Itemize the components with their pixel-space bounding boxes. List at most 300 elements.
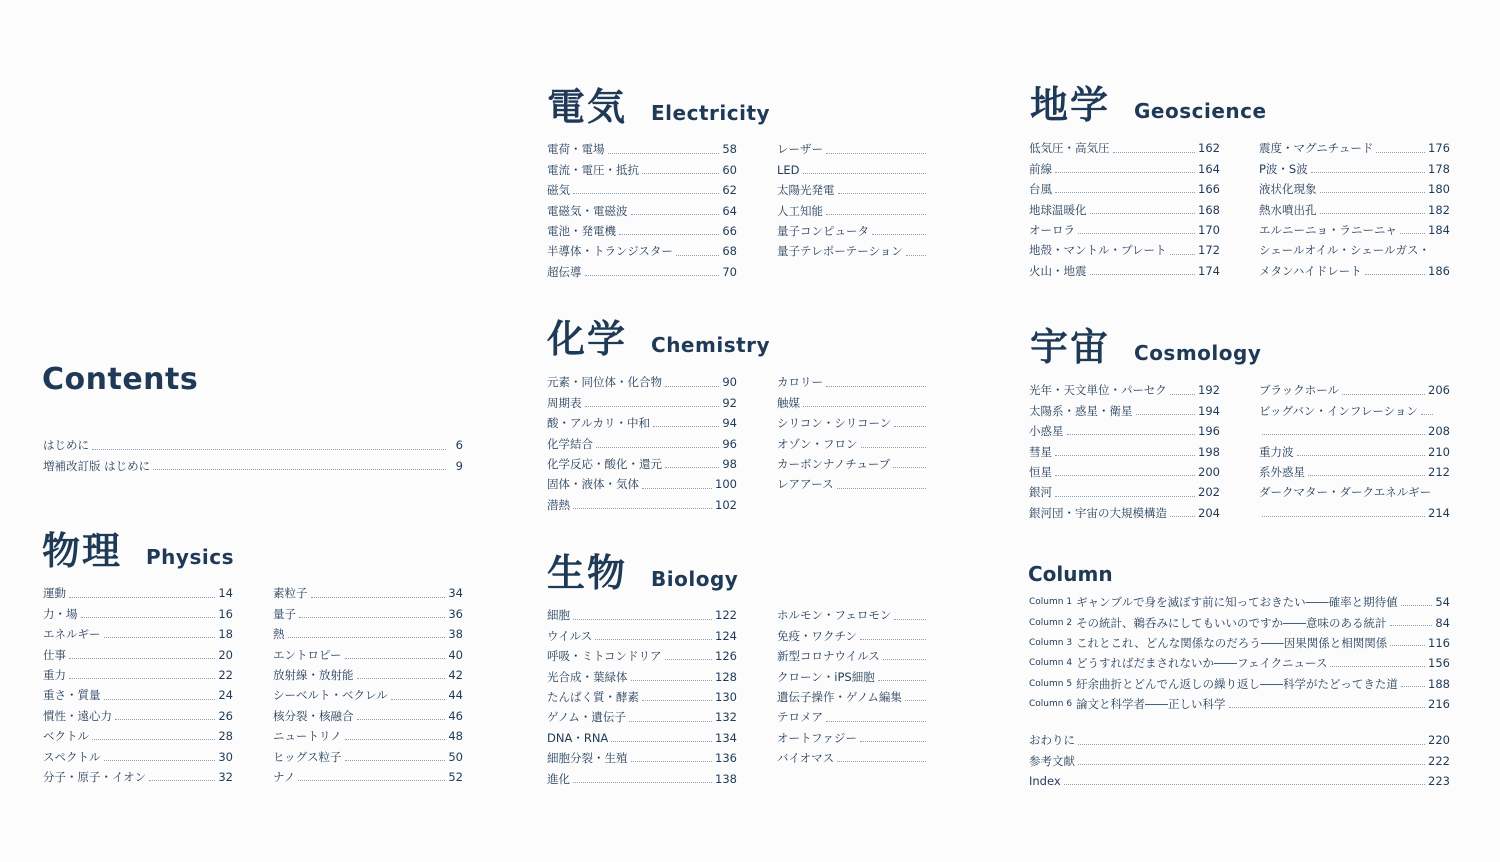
toc-entry-label: メタンハイドレート [1259, 263, 1362, 278]
toc-entry [1029, 751, 1450, 771]
toc-entry-page: 138 [715, 771, 737, 786]
dot-leader [1113, 152, 1196, 153]
dot-leader [803, 406, 926, 407]
toc-entry-label: Index [1029, 774, 1061, 789]
dot-leader [1170, 394, 1195, 395]
toc-entry-label: 呼吸・ミトコンドリア [547, 649, 662, 664]
toc-entry-label: はじめに [43, 438, 89, 453]
toc-entry-page: 100 [715, 477, 737, 492]
dot-leader [1170, 516, 1195, 517]
dot-leader [104, 760, 216, 761]
toc-entry-label: オーロラ [1029, 223, 1075, 237]
dot-leader [611, 741, 712, 742]
toc-entry-page: 18 [218, 627, 233, 642]
toc-entry-page: 62 [722, 183, 737, 198]
toc-entry [777, 455, 943, 475]
toc-entry [547, 242, 737, 262]
dot-leader [1297, 455, 1426, 456]
toc-entry-label: 低気圧・高気圧 [1029, 141, 1110, 156]
section-heading-chemistry [547, 308, 770, 363]
toc-entry [1029, 731, 1450, 751]
toc-entry [547, 393, 737, 413]
column-list [1029, 592, 1450, 714]
dot-leader [288, 637, 446, 638]
toc-entry [1259, 221, 1450, 241]
toc-entry-page: 202 [1198, 485, 1220, 500]
section-heading-cosmology [1030, 316, 1261, 371]
toc-entry-page: 102 [715, 497, 737, 512]
intro-list [43, 436, 463, 477]
column-number: Column 3 [1029, 637, 1073, 648]
column-entry [1029, 694, 1450, 714]
toc-entry-page: 92 [722, 395, 737, 410]
dot-leader [115, 719, 215, 720]
dot-leader [595, 639, 712, 640]
toc-entry [547, 434, 737, 454]
toc-entry-page: 164 [1198, 161, 1220, 176]
column-entry-page: 188 [1428, 676, 1450, 691]
toc-entry [1259, 463, 1450, 483]
dot-leader [585, 406, 720, 407]
toc-entry [777, 434, 943, 454]
toc-entry [273, 686, 463, 706]
dot-leader [573, 782, 712, 783]
dot-leader [345, 739, 446, 740]
toc-entry [547, 262, 737, 282]
dot-leader [573, 619, 712, 620]
column-entry-label: 論文と科学者――正しい科学 [1076, 697, 1226, 712]
dot-leader [1390, 625, 1433, 626]
toc-entry-page: 48 [448, 729, 463, 744]
toc-entry-label: 台風 [1029, 182, 1052, 197]
toc-entry-label: エルニーニョ・ラニーニャ [1259, 223, 1397, 237]
column-entry [1029, 592, 1450, 612]
dot-leader [665, 659, 713, 660]
dot-leader [1262, 434, 1425, 435]
toc-entry-label: 銀河 [1029, 485, 1052, 500]
back-matter-list [1029, 731, 1450, 792]
toc-entry [777, 728, 943, 748]
toc-entry-page: 214 [1428, 505, 1450, 520]
toc-entry-page: 132 [715, 710, 737, 725]
dot-leader [860, 639, 926, 640]
toc-entry-page: 94 [722, 416, 737, 431]
dot-leader [1090, 274, 1196, 275]
cosmology-list-left [1029, 381, 1220, 524]
section-title-jp: 化学 [547, 317, 628, 361]
toc-entry-page: 166 [1198, 182, 1220, 197]
column-number: Column 2 [1029, 617, 1073, 628]
toc-entry [1029, 221, 1220, 241]
toc-entry [777, 626, 943, 646]
toc-entry-label: 量子コンピュータ [777, 224, 869, 238]
toc-entry [43, 645, 233, 665]
toc-entry-label: 光合成・葉緑体 [547, 669, 628, 684]
dot-leader [665, 467, 719, 468]
toc-entry-label: P波・S波 [1259, 161, 1308, 176]
toc-entry-label: ダークマター・ダークエネルギー [1259, 485, 1432, 500]
chemistry-list-left [547, 373, 737, 516]
toc-entry [273, 747, 463, 767]
electricity-list-left [547, 140, 737, 283]
toc-entry-label: 細胞分裂・生殖 [547, 751, 628, 766]
toc-entry-page: 26 [218, 708, 233, 723]
physics-list-right [273, 584, 463, 788]
dot-leader [629, 721, 712, 722]
dot-leader [345, 760, 446, 761]
dot-leader [653, 426, 719, 427]
toc-entry [547, 769, 737, 789]
column-entry [1029, 612, 1450, 632]
dot-leader [1400, 233, 1425, 234]
toc-entry [777, 222, 943, 242]
toc-entry-page: 46 [448, 708, 463, 723]
toc-entry-page: 136 [715, 751, 737, 766]
dot-leader [357, 678, 446, 679]
dot-leader [905, 700, 926, 701]
toc-entry-page: 198 [1198, 444, 1220, 459]
toc-entry-label: エントロピー [273, 647, 342, 662]
toc-entry-label: 新型コロナウイルス [777, 649, 880, 664]
toc-entry [777, 393, 943, 413]
toc-entry-page: 32 [218, 769, 233, 784]
toc-entry-label: 進化 [547, 771, 570, 786]
dot-leader [69, 678, 215, 679]
toc-entry [43, 456, 463, 476]
section-title-jp: 電気 [547, 85, 628, 129]
toc-entry-label: ベクトル [43, 729, 89, 744]
toc-entry-label: バイオマス [777, 751, 835, 766]
dot-leader [391, 699, 446, 700]
toc-entry [547, 606, 737, 626]
toc-entry [777, 373, 943, 393]
toc-entry-page: 124 [715, 628, 737, 643]
column-entry-page: 156 [1428, 656, 1450, 671]
dot-leader [1170, 254, 1196, 255]
toc-entry-page: 98 [722, 457, 737, 471]
dot-leader [1262, 516, 1425, 517]
toc-entry-label: 重さ・質量 [43, 688, 101, 703]
toc-entry-page: 210 [1428, 444, 1450, 459]
dot-leader [1421, 414, 1433, 415]
dot-leader [631, 761, 713, 762]
toc-entry-label: ゲノム・遺伝子 [547, 710, 626, 725]
toc-entry-label: 放射線・放射能 [273, 668, 354, 682]
toc-entry-label: 液状化現象 [1259, 182, 1317, 197]
toc-entry-label: 触媒 [777, 395, 800, 410]
toc-entry [547, 160, 737, 180]
toc-entry [777, 160, 943, 180]
column-entry-label: その統計、鵜呑みにしてもいいのですか――意味のある統計 [1076, 615, 1387, 630]
toc-entry [547, 140, 737, 160]
toc-entry [43, 584, 233, 604]
toc-entry [547, 181, 737, 201]
dot-leader [826, 721, 926, 722]
toc-entry-label: 地球温暖化 [1029, 202, 1087, 217]
toc-entry-label: たんぱく質・酵素 [547, 690, 639, 704]
column-entry-label: どうすればだまされないか――フェイクニュース [1076, 656, 1328, 671]
dot-leader [642, 173, 719, 174]
toc-entry-page: 176 [1428, 141, 1450, 156]
toc-entry-label: 電池・発電機 [547, 224, 616, 238]
toc-entry [1029, 422, 1220, 442]
dot-leader [1055, 475, 1195, 476]
electricity-list-right [777, 140, 943, 262]
dot-leader [838, 193, 927, 194]
toc-entry-page: 50 [448, 749, 463, 764]
toc-entry-label: 電荷・電場 [547, 142, 605, 157]
dot-leader [803, 173, 926, 174]
dot-leader [665, 386, 719, 387]
toc-entry [1259, 503, 1450, 523]
dot-leader [861, 447, 927, 448]
toc-entry-page: 42 [448, 668, 463, 682]
toc-entry [547, 728, 737, 748]
toc-entry-page: 70 [722, 264, 737, 279]
dot-leader [1055, 172, 1195, 173]
toc-entry-page: 168 [1198, 202, 1220, 217]
section-title-en: Chemistry [651, 333, 771, 357]
toc-entry [273, 666, 463, 686]
toc-entry-label: 彗星 [1029, 444, 1052, 459]
toc-entry-page: 220 [1428, 733, 1450, 748]
biology-list-right [777, 606, 943, 769]
toc-entry [777, 749, 943, 769]
toc-entry-label: 人工知能 [777, 203, 823, 218]
column-title: Column [1028, 562, 1113, 586]
dot-leader [1055, 496, 1195, 497]
toc-entry-page: 22 [218, 668, 233, 682]
column-number: Column 5 [1029, 678, 1073, 689]
toc-entry [1259, 200, 1450, 220]
toc-entry [547, 373, 737, 393]
dot-leader [1136, 414, 1196, 415]
dot-leader [893, 467, 926, 468]
toc-entry [43, 625, 233, 645]
toc-entry-label: ウイルス [547, 628, 593, 643]
toc-entry [1259, 261, 1450, 281]
toc-entry-page: 184 [1428, 223, 1450, 237]
dot-leader [92, 739, 215, 740]
toc-entry [1029, 261, 1220, 281]
dot-leader [1078, 744, 1425, 745]
toc-entry-page: 204 [1198, 505, 1220, 520]
toc-entry [547, 455, 737, 475]
toc-entry [777, 140, 943, 160]
dot-leader [837, 488, 926, 489]
toc-entry-label: 免疫・ワクチン [777, 628, 857, 643]
column-entry-page: 216 [1428, 697, 1450, 712]
toc-entry [273, 645, 463, 665]
toc-entry-page: 28 [218, 729, 233, 744]
toc-entry-page: 178 [1428, 161, 1450, 176]
toc-entry [777, 201, 943, 221]
dot-leader [311, 597, 446, 598]
dot-leader [1308, 475, 1425, 476]
dot-leader [826, 153, 926, 154]
toc-entry-page: 40 [448, 647, 463, 662]
toc-entry-label: 酸・アルカリ・中和 [547, 416, 651, 431]
toc-entry [1029, 503, 1220, 523]
toc-entry [1259, 241, 1450, 261]
toc-entry-page: 126 [715, 649, 737, 664]
section-heading-electricity [547, 76, 770, 131]
column-entry [1029, 674, 1450, 694]
toc-entry-label: シーベルト・ベクレル [273, 688, 388, 703]
toc-entry-label: カーボンナノチューブ [777, 457, 891, 471]
column-number: Column 1 [1029, 597, 1073, 608]
column-number: Column 6 [1029, 699, 1073, 710]
toc-entry-label: 力・場 [43, 606, 78, 621]
dot-leader [1311, 172, 1425, 173]
toc-entry-label: 地殻・マントル・プレート [1029, 243, 1167, 258]
toc-entry-label: 恒星 [1029, 465, 1052, 479]
toc-entry-label: 震度・マグニチュード [1259, 141, 1374, 156]
column-entry [1029, 633, 1450, 653]
toc-entry [547, 749, 737, 769]
toc-entry [547, 201, 737, 221]
dot-leader [608, 153, 720, 154]
dot-leader [642, 488, 712, 489]
toc-entry-page: 182 [1428, 202, 1450, 217]
toc-entry [777, 181, 943, 201]
toc-entry-label: 系外惑星 [1259, 465, 1305, 479]
toc-entry [273, 706, 463, 726]
toc-entry [1029, 159, 1220, 179]
toc-entry-page: 186 [1428, 263, 1450, 278]
dot-leader [1390, 645, 1425, 646]
dot-leader [104, 637, 216, 638]
toc-entry [43, 436, 463, 456]
toc-entry [1259, 442, 1450, 462]
toc-entry-label: 遺伝子操作・ゲノム編集 [777, 690, 902, 704]
toc-entry [547, 667, 737, 687]
dot-leader [826, 214, 926, 215]
dot-leader [894, 619, 926, 620]
toc-entry-label: 熱 [273, 627, 285, 642]
toc-entry [777, 475, 943, 495]
toc-entry [1259, 401, 1450, 421]
toc-entry-label: 前線 [1029, 161, 1052, 176]
toc-entry-label: 細胞 [547, 608, 570, 623]
dot-leader [1330, 666, 1425, 667]
toc-entry-page: 30 [218, 749, 233, 764]
toc-entry-label: 太陽系・惑星・衛星 [1029, 403, 1133, 418]
dot-leader [676, 255, 719, 256]
toc-entry-label: 電流・電圧・抵抗 [547, 162, 639, 177]
toc-entry-label: LED [777, 162, 800, 177]
toc-entry [1029, 483, 1220, 503]
toc-entry-label: 超伝導 [547, 264, 582, 279]
toc-entry [273, 625, 463, 645]
section-title-en: Biology [651, 567, 739, 591]
column-entry-label: ギャンブルで身を滅ぼす前に知っておきたい――確率と期待値 [1076, 595, 1398, 610]
dot-leader [826, 386, 926, 387]
toc-entry-label: シリコン・シリコーン [777, 416, 892, 431]
toc-entry-page: 60 [722, 162, 737, 177]
toc-entry [1259, 139, 1450, 159]
section-heading-geoscience [1030, 74, 1267, 129]
dot-leader [149, 780, 215, 781]
toc-entry-label: 核分裂・核融合 [273, 708, 354, 723]
dot-leader [1229, 707, 1425, 708]
toc-entry-page: 38 [448, 627, 463, 642]
toc-entry [1029, 442, 1220, 462]
dot-leader [878, 680, 926, 681]
toc-entry [547, 626, 737, 646]
geoscience-list-right [1259, 139, 1450, 282]
toc-entry-page: 122 [715, 608, 737, 623]
toc-entry-label: 分子・原子・イオン [43, 769, 147, 784]
toc-entry [1029, 180, 1220, 200]
toc-entry-label: 化学結合 [547, 436, 593, 451]
dot-leader [92, 449, 446, 450]
toc-entry-label: ナノ [273, 769, 296, 784]
column-entry-label: これとこれ、どんな関係なのだろう――因果関係と相関関係 [1076, 635, 1388, 650]
toc-entry [273, 727, 463, 747]
toc-entry-label: 化学反応・酸化・還元 [547, 457, 662, 471]
toc-entry-label: 潜熱 [547, 497, 570, 512]
toc-entry-label: 太陽光発電 [777, 183, 835, 198]
toc-entry [1029, 241, 1220, 261]
toc-entry-page: 192 [1198, 383, 1220, 398]
toc-entry [777, 708, 943, 728]
toc-entry-label: オゾン・フロン [777, 436, 858, 451]
toc-entry-label: 量子テレポーテーション [777, 244, 903, 259]
biology-list-left [547, 606, 737, 790]
toc-entry [43, 666, 233, 686]
dot-leader [1078, 764, 1425, 765]
toc-entry-page: 128 [715, 669, 737, 684]
toc-entry-page: 14 [218, 586, 233, 601]
toc-entry-page: 200 [1198, 465, 1220, 479]
dot-leader [573, 508, 712, 509]
toc-entry-page: 52 [448, 769, 463, 784]
section-title-en: Geoscience [1134, 99, 1267, 123]
toc-entry-label: ブラックホール [1259, 383, 1340, 398]
dot-leader [1342, 394, 1425, 395]
toc-entry [547, 647, 737, 667]
dot-leader [299, 617, 445, 618]
toc-entry-label: 重力波 [1259, 444, 1294, 459]
dot-leader [860, 741, 926, 742]
dot-leader [619, 234, 719, 235]
toc-entry [1029, 139, 1220, 159]
section-title-en: Cosmology [1134, 341, 1262, 365]
section-heading-biology [547, 542, 738, 597]
dot-leader [345, 658, 446, 659]
toc-entry [43, 768, 233, 788]
toc-entry-label: クローン・iPS細胞 [777, 669, 875, 684]
toc-entry-page: 222 [1428, 753, 1450, 768]
toc-entry [547, 708, 737, 728]
toc-entry-label: 半導体・トランジスター [547, 244, 673, 259]
toc-entry-page: 130 [715, 690, 737, 704]
column-entry-page: 54 [1435, 595, 1450, 610]
dot-leader [104, 699, 216, 700]
toc-entry [547, 222, 737, 242]
toc-entry [43, 686, 233, 706]
toc-entry [777, 688, 943, 708]
toc-entry [1259, 159, 1450, 179]
toc-entry [1029, 463, 1220, 483]
toc-entry-page: 134 [715, 730, 737, 745]
toc-entry-page: 162 [1198, 141, 1220, 156]
toc-entry-label: 熱水噴出孔 [1259, 202, 1317, 217]
dot-leader [1320, 213, 1426, 214]
column-entry-label: 紆余曲折とどんでん返しの繰り返し――科学がたどってきた道 [1076, 676, 1398, 691]
toc-entry [1259, 422, 1450, 442]
